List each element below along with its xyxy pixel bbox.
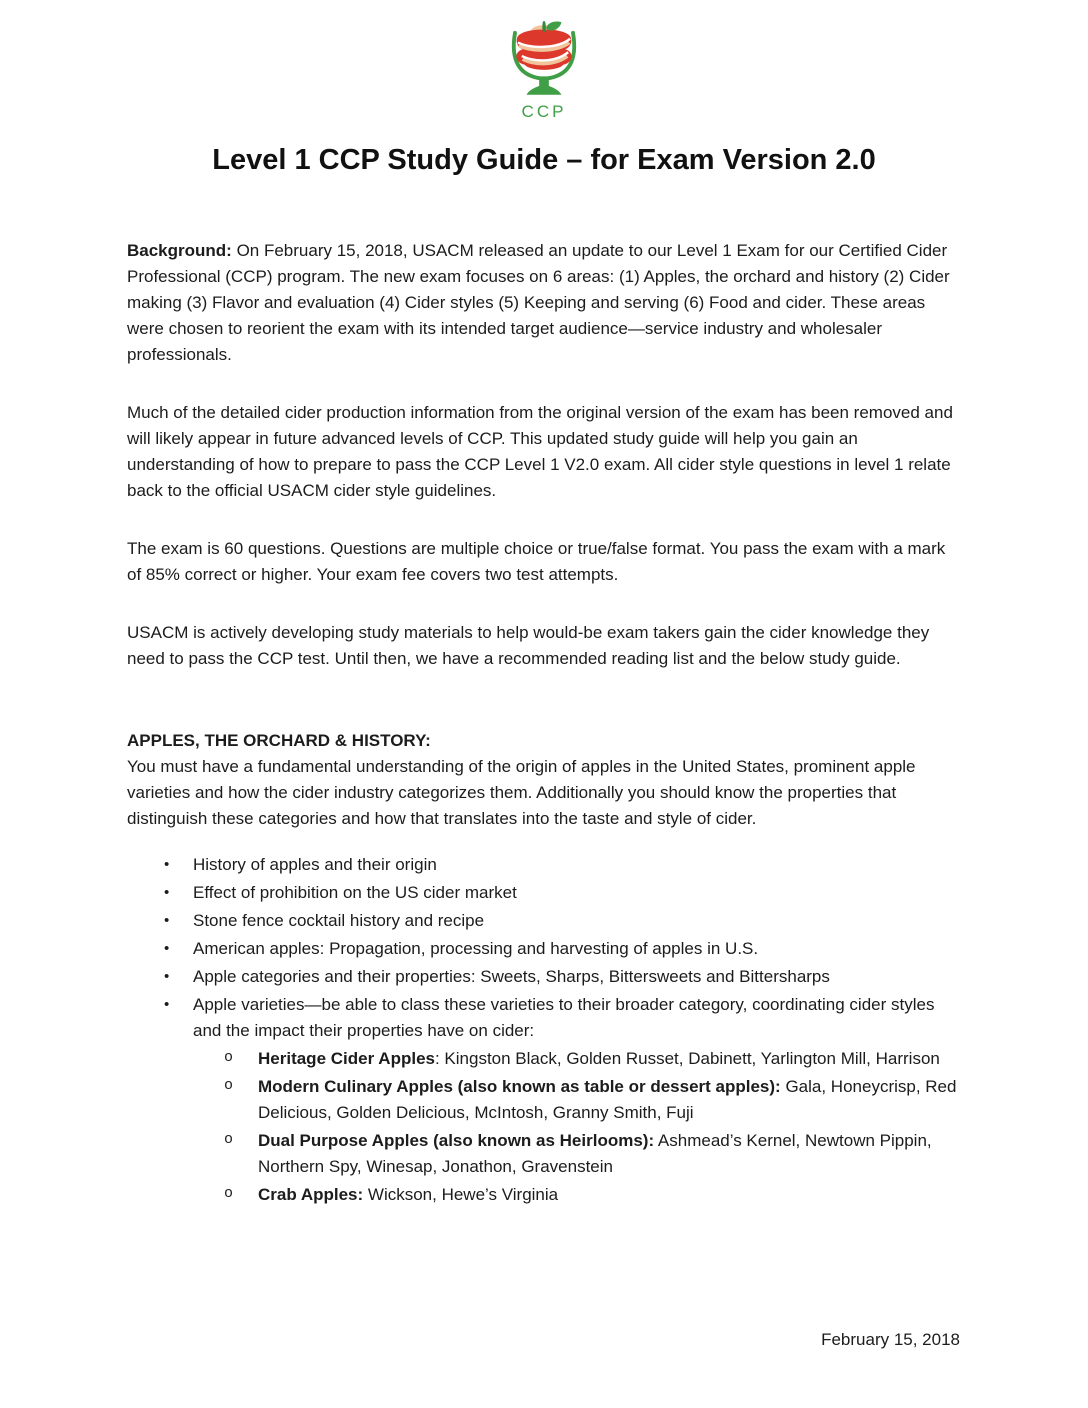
sub-bullet-term: Crab Apples: bbox=[258, 1185, 364, 1204]
logo-label: CCP bbox=[521, 102, 567, 121]
sub-bullet-icon: o bbox=[224, 1185, 234, 1202]
paragraph-text: The exam is 60 questions. Questions are multiple choice or true/false format. You pass the exam with a mark of 85% correct or higher. Your exam fee covers two test attempts. bbox=[127, 539, 946, 584]
sub-bullet-item bbox=[127, 1182, 960, 1208]
paragraph bbox=[127, 400, 960, 504]
bullet-text: History of apples and their origin bbox=[193, 855, 437, 874]
sub-bullet-term: Dual Purpose Apples (also known as Heirlooms): bbox=[258, 1131, 655, 1150]
sub-bullet-text: Wickson, Hewe’s Virginia bbox=[363, 1185, 559, 1204]
bullet-list bbox=[127, 852, 960, 1208]
bullet-icon: • bbox=[164, 912, 170, 929]
sub-bullet-text: Gala, Honeycrisp, Red Delicious, Golden Delicious, McIntosh, Granny Smith, Fuji bbox=[258, 1077, 957, 1122]
sub-bullet-icon: o bbox=[224, 1049, 234, 1066]
paragraph-text: On February 15, 2018, USACM released an update to our Level 1 Exam for our Certified Cider Professional (CCP) program. The new exam focuses on 6 areas: (1) Apples, the orchard and history (2) Cider making (3) Flavor and evaluation (4) Cider styles (5) Keeping and serving (6) Food and cider. These areas were chosen to reorient the exam with its intended target audience—service industry and wholesaler professionals. bbox=[127, 241, 950, 364]
paragraph-text: USACM is actively developing study materials to help would-be exam takers gain the cider knowledge they need to pass the CCP test. Until then, we have a recommended reading list and the below study guide. bbox=[127, 623, 930, 668]
cider-glass-apple-icon bbox=[486, 20, 602, 96]
paragraph bbox=[127, 536, 960, 588]
bullet-text: Effect of prohibition on the US cider market bbox=[193, 883, 517, 902]
bullet-item bbox=[127, 964, 960, 990]
sub-bullet-item bbox=[127, 1046, 960, 1072]
sub-bullet-icon: o bbox=[224, 1131, 234, 1148]
paragraph-background bbox=[127, 238, 960, 368]
bullet-text: Apple categories and their properties: Sweets, Sharps, Bittersweets and Bittersharps bbox=[193, 967, 830, 986]
page-title: Level 1 CCP Study Guide – for Exam Version 2.0 bbox=[212, 144, 876, 176]
bullet-icon: • bbox=[164, 940, 170, 957]
paragraph-text: Much of the detailed cider production information from the original version of the exam has been removed and will likely appear in future advanced levels of CCP. This updated study guide will help you gain an understanding of how to prepare to pass the CCP Level 1 V2.0 exam. All cider style questions in level 1 relate back to the official USACM cider style guidelines. bbox=[127, 403, 953, 500]
sub-bullet-item bbox=[127, 1128, 960, 1180]
sub-bullet-item bbox=[127, 1074, 960, 1126]
apple-leaf bbox=[546, 22, 561, 31]
apple-stem bbox=[542, 21, 546, 32]
bullet-text: American apples: Propagation, processing and harvesting of apples in U.S. bbox=[193, 939, 759, 958]
bullet-icon: • bbox=[164, 884, 170, 901]
paragraph-lead: Background: bbox=[127, 241, 232, 260]
bullet-item bbox=[127, 880, 960, 906]
bullet-icon: • bbox=[164, 996, 170, 1013]
bullet-icon: • bbox=[164, 968, 170, 985]
section-intro: You must have a fundamental understanding of the origin of apples in the United States, prominent apple varieties and how the cider industry categorizes them. Additionally you should know the properties that distinguish these categories and how that translates into the taste and style of cider. bbox=[127, 757, 916, 828]
bullet-text: Apple varieties—be able to class these varieties to their broader category, coordinating cider styles and the impact their properties have on cider: bbox=[193, 995, 935, 1040]
sub-bullet-icon: o bbox=[224, 1077, 234, 1094]
sub-bullet-text: Ashmead’s Kernel, Newtown Pippin, Northern Spy, Winesap, Jonathon, Gravenstein bbox=[258, 1131, 932, 1176]
sub-bullet-term: Modern Culinary Apples (also known as table or dessert apples): bbox=[258, 1077, 781, 1096]
bullet-item bbox=[127, 992, 960, 1044]
bullet-item bbox=[127, 936, 960, 962]
sub-bullet-text: : Kingston Black, Golden Russet, Dabinett, Yarlington Mill, Harrison bbox=[434, 1049, 940, 1068]
bullet-item bbox=[127, 852, 960, 878]
glass-stem-foot bbox=[527, 77, 562, 94]
ccp-logo bbox=[0, 0, 1088, 122]
section-heading: APPLES, THE ORCHARD & HISTORY: bbox=[127, 731, 431, 750]
bullet-text: Stone fence cocktail history and recipe bbox=[193, 911, 485, 930]
bullet-icon: • bbox=[164, 856, 170, 873]
paragraph bbox=[127, 620, 960, 672]
document-body bbox=[0, 238, 1088, 1208]
sub-bullet-term: Heritage Cider Apples bbox=[258, 1049, 435, 1068]
bullet-item bbox=[127, 908, 960, 934]
footer-date: February 15, 2018 bbox=[821, 1330, 960, 1349]
